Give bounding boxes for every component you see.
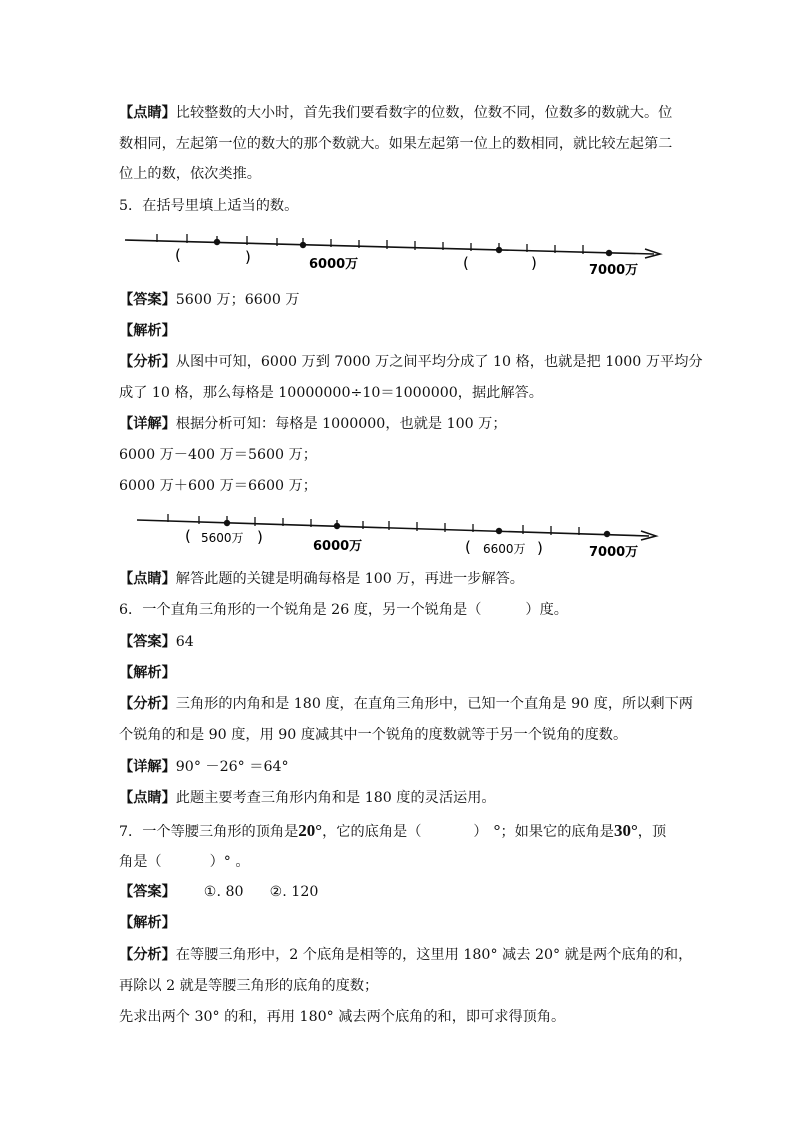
q7-fenxi-line-1: 【分析】在等腰三角形中，2 个底角是相等的，这里用 180° 减去 20° 就是两个底角的和， [119, 947, 693, 963]
deg-30: 30° [613, 821, 638, 840]
point-6000 [334, 523, 340, 529]
q6-fenxi-line-2: 个锐角的和是 90 度，用 90 度减其中一个锐角的度数就等于另一个锐角的度数。 [119, 727, 628, 743]
q6-question: 6．一个直角三角形的一个锐角是 26 度，另一个锐角是（ ）度。 [119, 602, 568, 618]
q5-analysis-tag: 【解析】 [119, 323, 176, 339]
number-line-figure-2 [119, 508, 664, 564]
q7-question-line-1: 7．一个等腰三角形的顶角是20°，它的底角是（ ） °；如果它的底角是30°，顶 [119, 821, 667, 840]
blank-1-open: ( [175, 246, 181, 264]
q6-answer: 【答案】64 [119, 634, 194, 650]
q4-tip-line-1: 【点睛】比较整数的大小时，首先我们要看数字的位数，位数不同，位数多的数就大。位 [119, 105, 673, 121]
q5-tip: 【点睛】解答此题的关键是明确每格是 100 万，再进一步解答。 [119, 571, 524, 587]
q6-xiangjie: 【详解】90° －26° ＝64° [119, 759, 289, 775]
blank-2-close: ) [531, 254, 537, 272]
point-5600 [214, 239, 220, 245]
label-6000: 6000万 [313, 539, 363, 554]
q6-fenxi-line-1: 【分析】三角形的内角和是 180 度，在直角三角形中，已知一个直角是 90 度，所以剩下两 [119, 696, 693, 712]
point-6600 [496, 528, 502, 534]
fill-5600: 5600万 [201, 531, 244, 545]
q5-calc-2: 6000 万＋600 万＝6600 万； [119, 478, 317, 494]
point-6600 [496, 247, 502, 253]
q5-fenxi-line-1: 【分析】从图中可知，6000 万到 7000 万之间平均分成了 10 格，也就是把 1000 万平均分 [119, 354, 703, 370]
point-7000 [604, 531, 610, 537]
q6-tip: 【点睛】此题主要考查三角形内角和是 180 度的灵活运用。 [119, 790, 496, 806]
point-6000 [300, 242, 306, 248]
q7-answer: 【答案】 ①. 80 ②. 120 [119, 884, 319, 900]
number-line-figure-1 [119, 228, 664, 284]
q7-fenxi-line-3: 先求出两个 30° 的和，再用 180° 减去两个底角的和，即可求得顶角。 [119, 1009, 566, 1025]
fill-6600: 6600万 [483, 542, 526, 556]
q7-question-line-2: 角是（ ）° 。 [119, 854, 250, 870]
q7-analysis-tag: 【解析】 [119, 915, 176, 931]
q4-tip-line-2: 数相同，左起第一位的数大的那个数就大。如果左起第一位上的数相同，就比较左起第二 [119, 136, 673, 152]
blank-2-close: ) [537, 539, 543, 557]
q7-fenxi-line-2: 再除以 2 就是等腰三角形的底角的度数； [119, 978, 379, 994]
deg-20: 20° [298, 821, 323, 840]
point-5600 [224, 520, 230, 526]
number-line-axis [125, 240, 654, 254]
blank-1-close: ) [245, 248, 251, 266]
point-7000 [606, 250, 612, 256]
q5-fenxi-line-2: 成了 10 格，那么每格是 10000000÷10＝1000000，据此解答。 [119, 385, 543, 401]
blank-1-close: ) [257, 528, 263, 546]
tip-tag: 【点睛】 [119, 105, 176, 121]
label-7000: 7000万 [589, 545, 639, 560]
blank-2-open: ( [463, 254, 469, 272]
q5-answer: 【答案】5600 万；6600 万 [119, 292, 300, 308]
q5-calc-1: 6000 万－400 万＝5600 万； [119, 447, 317, 463]
q6-analysis-tag: 【解析】 [119, 665, 176, 681]
q5-question: 5．在括号里填上适当的数。 [119, 198, 299, 214]
label-7000: 7000万 [589, 263, 639, 278]
q4-tip-line-3: 位上的数，依次类推。 [119, 166, 261, 182]
label-6000: 6000万 [309, 257, 359, 272]
blank-1-open: ( [185, 527, 191, 545]
q5-xiangjie-line: 【详解】根据分析可知：每格是 1000000，也就是 100 万； [119, 416, 507, 432]
blank-2-open: ( [465, 538, 471, 556]
